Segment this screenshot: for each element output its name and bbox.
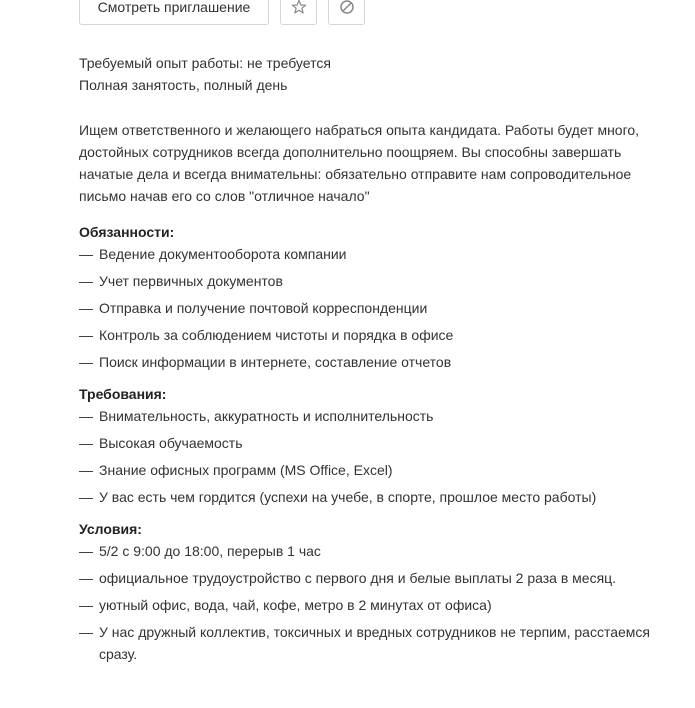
list-item <box>79 270 679 292</box>
duties-heading: Обязанности: <box>79 224 175 240</box>
list-dash: — <box>79 624 93 640</box>
list-dash: — <box>79 489 93 505</box>
list-item <box>79 486 679 508</box>
list-item <box>79 351 679 373</box>
list-item-text: Контроль за соблюдением чистоты и порядка в офисе <box>99 327 454 343</box>
list-dash: — <box>79 570 93 586</box>
list-dash: — <box>79 543 93 559</box>
list-item-text: 5/2 с 9:00 до 18:00, перерыв 1 час <box>99 543 321 559</box>
list-item <box>79 243 679 265</box>
list-item <box>79 459 679 481</box>
list-item <box>79 540 679 562</box>
list-dash: — <box>79 327 93 343</box>
favorite-button[interactable] <box>280 0 317 25</box>
conditions-list <box>79 540 679 665</box>
block-icon <box>339 0 355 15</box>
list-item <box>79 405 679 427</box>
list-dash: — <box>79 462 93 478</box>
list-dash: — <box>79 246 93 262</box>
list-dash: — <box>79 354 93 370</box>
description-line: достойных сотрудников всегда дополнительно поощряем. Вы способны завершать <box>79 144 622 160</box>
list-item-text: официальное трудоустройство с первого дня и белые выплаты 2 раза в месяц. <box>99 570 617 586</box>
list-item-text: уютный офис, вода, чай, кофе, метро в 2 минутах от офиса) <box>99 597 492 613</box>
list-dash: — <box>79 597 93 613</box>
list-item-text: Высокая обучаемость <box>99 435 243 451</box>
list-item-text: Отправка и получение почтовой корреспонденции <box>99 300 428 316</box>
list-item <box>79 324 679 346</box>
list-item-text: Поиск информации в интернете, составление отчетов <box>99 354 452 370</box>
description-line: письмо начав его со слов "отличное начало" <box>79 188 370 204</box>
list-item-text: Учет первичных документов <box>99 273 283 289</box>
experience-text: Требуемый опыт работы: не требуется <box>79 55 331 71</box>
requirements-heading: Требования: <box>79 386 167 402</box>
list-item <box>79 297 679 319</box>
list-item <box>79 567 679 589</box>
star-icon <box>291 0 307 15</box>
list-item-text: Знание офисных программ (MS Office, Excel) <box>99 462 393 478</box>
list-dash: — <box>79 408 93 424</box>
list-dash: — <box>79 273 93 289</box>
list-item <box>79 594 679 616</box>
list-item <box>79 432 679 454</box>
vacancy-description <box>79 52 679 670</box>
list-item-text: У вас есть чем гордится (успехи на учебе, в спорте, прошлое место работы) <box>99 489 597 505</box>
employment-text: Полная занятость, полный день <box>79 77 288 93</box>
list-dash: — <box>79 300 93 316</box>
description-paragraph <box>79 119 679 207</box>
view-invitation-button[interactable]: Смотреть приглашение <box>79 0 269 25</box>
hide-vacancy-button[interactable] <box>328 0 365 25</box>
list-item-text: Внимательность, аккуратность и исполнительность <box>99 408 434 424</box>
vacancy-toolbar <box>79 0 365 25</box>
list-item-text: Ведение документооборота компании <box>99 246 347 262</box>
list-item-text: У нас дружный коллектив, токсичных и вредных сотрудников не терпим, расстаемся сразу. <box>99 624 650 662</box>
description-line: начатые дела и всегда внимательны: обязательно отправите нам сопроводительное <box>79 166 632 182</box>
conditions-heading: Условия: <box>79 521 142 537</box>
list-item <box>79 621 679 665</box>
description-line: Ищем ответственного и желающего набраться опыта кандидата. Работы будет много, <box>79 122 640 138</box>
list-dash: — <box>79 435 93 451</box>
requirements-list <box>79 405 679 508</box>
duties-list <box>79 243 679 373</box>
